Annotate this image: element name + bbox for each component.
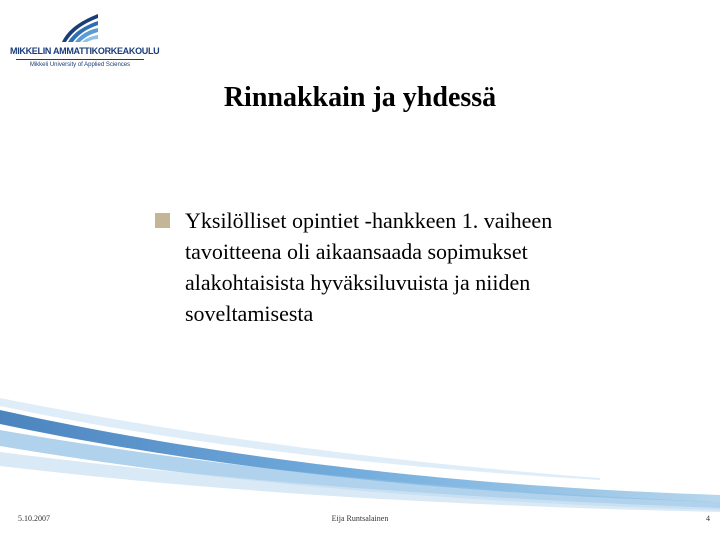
logo-mark-icon xyxy=(58,8,102,44)
slide-title: Rinnakkain ja yhdessä xyxy=(223,82,497,113)
slide-content xyxy=(155,205,575,329)
logo-subtitle: Mikkeli University of Applied Sciences xyxy=(29,62,131,68)
page-number: 4 xyxy=(706,514,710,523)
logo-name: MIKKELIN AMMATTIKORKEAKOULU xyxy=(10,46,160,56)
logo-divider xyxy=(16,59,144,60)
footer-date: 5.10.2007 xyxy=(18,514,50,523)
bullet-text: Yksilölliset opintiet -hankkeen 1. vaiheen tavoitteena oli aikaansaada sopimukset alakohtaisista hyväksiluvuista ja niiden soveltamisesta xyxy=(185,208,553,326)
square-bullet-icon xyxy=(155,213,170,228)
bullet-item xyxy=(155,205,575,329)
footer-author: Eija Runtsalainen xyxy=(331,514,389,523)
university-logo xyxy=(10,8,160,72)
